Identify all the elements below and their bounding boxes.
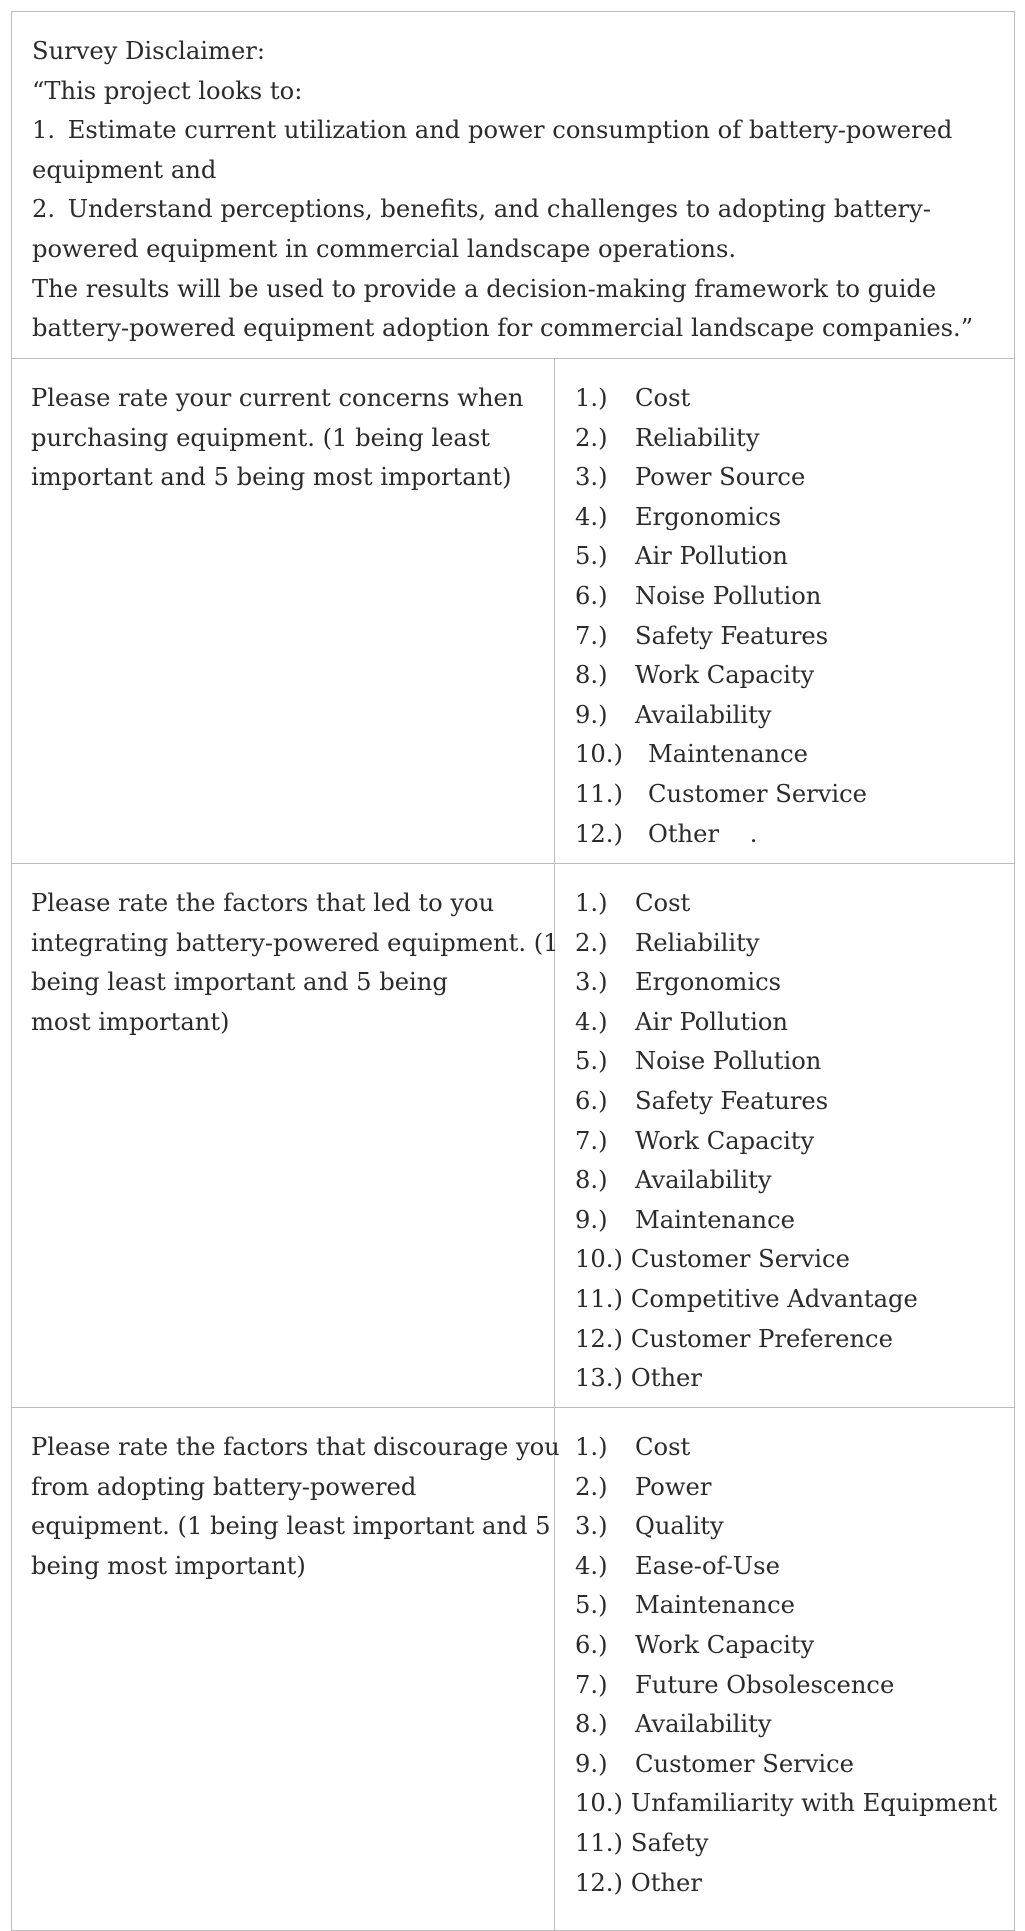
option-number: 2.) [575,1472,608,1501]
disclaimer-point-2-continued: powered equipment in commercial landscape operations. [32,234,737,263]
disclaimer-point-1-continued: equipment and [32,155,217,184]
option-number: 5.) [575,1047,608,1076]
question-text-cell [12,359,555,863]
option-number: 4.) [575,1007,608,1036]
option-item [575,617,1008,657]
option-number: 3.) [575,1512,608,1541]
option-number: 10.) [575,1789,623,1818]
disclaimer-point-2-number: 2. [32,195,56,224]
option-item [575,1428,1008,1468]
option-item [575,1626,1008,1666]
option-label: Reliability [635,928,760,957]
option-item [575,884,1008,924]
option-item [575,1784,1008,1824]
option-item [575,1082,1008,1122]
options-list [555,1408,1014,1930]
option-number: 2.) [575,928,608,957]
option-number: 4.) [575,502,608,531]
question-line: Please rate the factors that led to you [31,889,495,917]
option-item [575,458,1008,498]
question-line: equipment. (1 being least important and 5 [31,1512,551,1541]
option-item [575,924,1008,964]
option-item [575,815,1008,855]
disclaimer-closing-continued: battery-powered equipment adoption for commercial landscape companies.” [32,314,974,343]
option-label: Cost [635,889,691,917]
option-label: Customer Service [648,779,867,808]
option-number: 11.) [575,779,623,808]
option-item [575,1547,1008,1587]
option-label: Maintenance [635,1591,795,1620]
option-number: 1.) [575,1433,608,1461]
option-item [575,537,1008,577]
option-label: Power [635,1472,712,1501]
option-label: Work Capacity [635,1126,815,1155]
option-label: Availability [635,1166,772,1195]
option-number: 13.) [575,1364,623,1393]
question-row-concerns [12,359,1014,864]
question-line: being most important) [31,1551,306,1580]
option-label: Other . [648,819,758,848]
question-row-integration-factors [12,864,1014,1408]
option-number: 7.) [575,621,608,650]
option-label: Maintenance [635,1205,795,1234]
option-number: 5.) [575,1591,608,1620]
question-text-cell [12,1408,560,1930]
question-line: important and 5 being most important) [31,463,512,492]
question-row-discouraging-factors [12,1408,1014,1930]
option-item [575,1042,1008,1082]
option-label: Future Obsolescence [635,1670,895,1699]
option-label: Cost [635,384,691,412]
option-label: Cost [635,1433,691,1461]
option-item [575,1320,1008,1360]
option-number: 3.) [575,968,608,997]
option-item [575,379,1008,419]
question-line: being least important and 5 being [31,968,448,997]
disclaimer-point-1 [32,111,996,151]
question-line: Please rate the factors that discourage you [31,1433,560,1461]
disclaimer-point-1-text: Estimate current utilization and power consumption of battery-powered [67,116,953,145]
option-label: Maintenance [648,740,808,769]
option-item [575,1468,1008,1508]
option-number: 8.) [575,1710,608,1739]
option-label: Quality [635,1512,724,1541]
option-number: 7.) [575,1670,608,1699]
option-item [575,1586,1008,1626]
option-label: Ease-of-Use [635,1551,780,1580]
option-label: Air Pollution [635,542,788,571]
options-list [555,864,1014,1407]
option-label: Work Capacity [635,1630,815,1659]
option-label: Ergonomics [635,502,782,531]
option-item [575,498,1008,538]
option-number: 11.) [575,1284,623,1313]
option-item [575,1864,1008,1904]
option-item [575,735,1008,775]
option-label: Other [630,1364,702,1393]
disclaimer-point-2 [32,190,996,230]
option-label: Competitive Advantage [630,1284,918,1313]
option-label: Noise Pollution [635,581,822,610]
option-label: Safety [630,1828,709,1857]
option-number: 9.) [575,700,608,729]
option-number: 10.) [575,1245,623,1274]
option-label: Availability [635,1710,772,1739]
option-label: Noise Pollution [635,1047,822,1076]
option-label: Safety Features [635,1086,829,1115]
option-label: Air Pollution [635,1007,788,1036]
option-label: Reliability [635,423,760,452]
option-number: 9.) [575,1749,608,1778]
question-line: most important) [31,1007,230,1036]
disclaimer-closing: The results will be used to provide a decision-making framework to guide [32,274,937,303]
option-number: 6.) [575,1630,608,1659]
option-label: Availability [635,700,772,729]
option-label: Unfamiliarity with Equipment [630,1789,998,1818]
option-number: 8.) [575,1166,608,1195]
option-number: 4.) [575,1551,608,1580]
option-item [575,1240,1008,1280]
option-item [575,775,1008,815]
option-item [575,1280,1008,1320]
option-label: Other [630,1868,702,1897]
option-item [575,1666,1008,1706]
option-number: 8.) [575,661,608,690]
question-line: purchasing equipment. (1 being least [31,423,490,452]
option-item [575,963,1008,1003]
option-number: 9.) [575,1205,608,1234]
option-item [575,1745,1008,1785]
disclaimer-intro: “This project looks to: [32,76,303,105]
option-number: 12.) [575,819,623,848]
disclaimer-title: Survey Disclaimer: [32,37,265,65]
option-number: 10.) [575,740,623,769]
question-line: integrating battery-powered equipment. (1 [31,928,559,957]
option-item [575,1359,1008,1399]
disclaimer-point-2-text: Understand perceptions, benefits, and challenges to adopting battery- [67,195,931,224]
option-label: Work Capacity [635,661,815,690]
option-item [575,1201,1008,1241]
survey-table [11,11,1015,1931]
option-item [575,1003,1008,1043]
option-item [575,1705,1008,1745]
option-label: Customer Preference [630,1324,893,1353]
option-number: 11.) [575,1828,623,1857]
option-label: Customer Service [635,1749,854,1778]
option-label: Customer Service [630,1245,850,1274]
option-label: Safety Features [635,621,829,650]
option-item [575,419,1008,459]
option-number: 3.) [575,463,608,492]
option-item [575,656,1008,696]
options-list [555,359,1014,863]
option-number: 6.) [575,1086,608,1115]
option-number: 2.) [575,423,608,452]
option-number: 1.) [575,384,608,412]
option-item [575,1824,1008,1864]
option-number: 1.) [575,889,608,917]
option-number: 12.) [575,1324,623,1353]
disclaimer-point-1-number: 1. [32,116,56,145]
option-label: Ergonomics [635,968,782,997]
question-line: from adopting battery-powered [31,1472,417,1501]
survey-disclaimer [12,12,1014,359]
option-item [575,696,1008,736]
option-item [575,1507,1008,1547]
option-item [575,1161,1008,1201]
question-text-cell [12,864,559,1407]
question-line: Please rate your current concerns when [31,384,524,412]
option-item [575,577,1008,617]
option-number: 7.) [575,1126,608,1155]
option-number: 5.) [575,542,608,571]
option-number: 12.) [575,1868,623,1897]
option-label: Power Source [635,463,806,492]
option-item [575,1122,1008,1162]
option-number: 6.) [575,581,608,610]
